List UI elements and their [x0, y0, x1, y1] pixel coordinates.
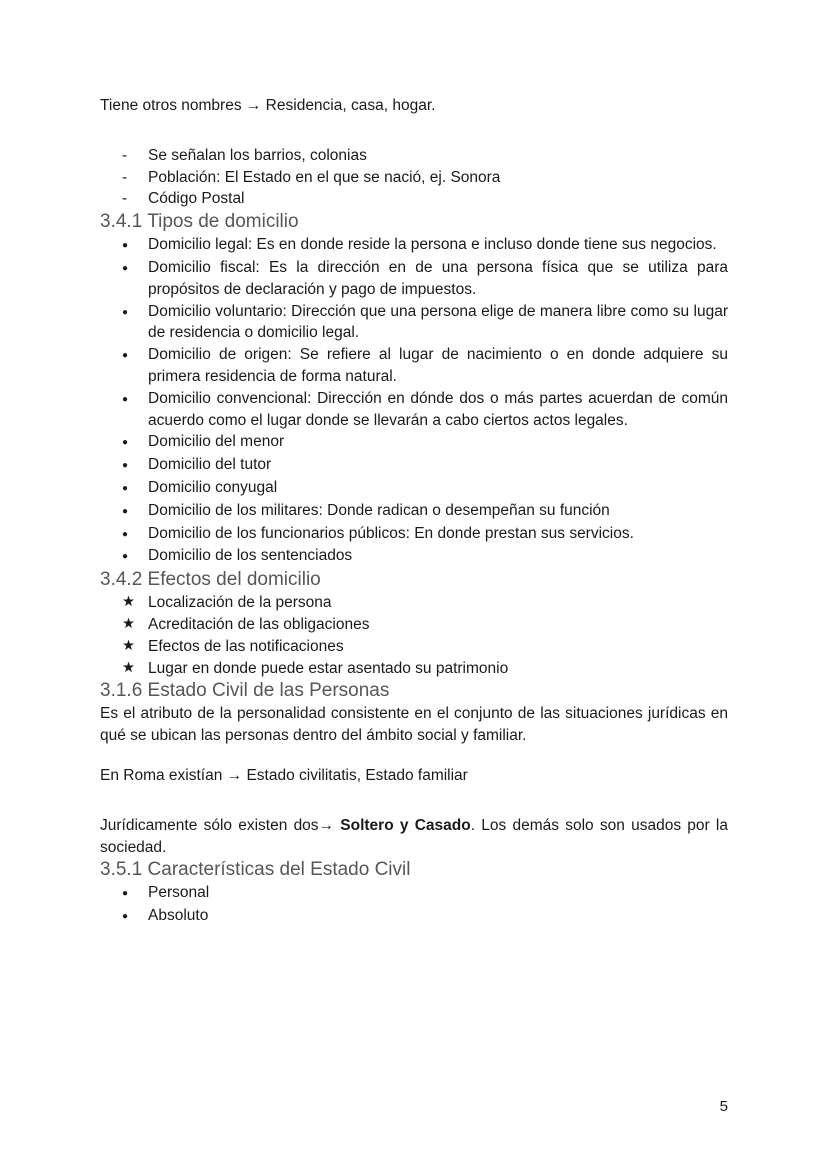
- paragraph-juridicamente: [100, 815, 728, 859]
- bullet-list-item-text: Absoluto: [148, 907, 209, 925]
- paragraph-juridicamente-prefix: Jurídicamente sólo existen dos→: [100, 816, 341, 834]
- bullet-list-item-text: Domicilio voluntario: Dirección que una persona elige de manera libre como su lugar de residencia o domicilio legal.: [148, 302, 728, 342]
- bullet-icon: ●: [122, 888, 129, 900]
- bullet-list-caracteristicas: [100, 882, 728, 928]
- bullet-icon: ●: [122, 350, 129, 362]
- page-number: 5: [719, 1098, 728, 1115]
- star-list-item: [122, 658, 728, 680]
- star-list-item: [122, 614, 728, 636]
- bullet-list-tipos-domicilio: [100, 234, 728, 568]
- paragraph-atributo-personalidad: Es el atributo de la personalidad consistente en el conjunto de las situaciones jurídicas en qué se ubican las personas dentro del ámbito social y familiar.: [100, 705, 728, 745]
- bullet-list-item: [122, 477, 728, 500]
- star-list-item-text: Efectos de las notificaciones: [148, 637, 344, 655]
- bullet-list-item-text: Personal: [148, 884, 210, 902]
- bold-soltero-casado: Soltero y Casado: [340, 816, 471, 834]
- bullet-list-item: [122, 301, 728, 345]
- dash-icon: -: [122, 168, 128, 186]
- paragraph-juridicamente-suffix: . Los demás solo son usados por la sociedad.: [100, 816, 728, 856]
- intro-paragraph: Tiene otros nombres → Residencia, casa, hogar.: [100, 97, 436, 114]
- star-list-item-text: Acreditación de las obligaciones: [148, 615, 370, 633]
- heading-tipos-de-domicilio: 3.4.1 Tipos de domicilio: [100, 211, 299, 233]
- star-icon: ★: [122, 594, 135, 611]
- star-icon: ★: [122, 659, 135, 676]
- bullet-list-item: [122, 905, 728, 928]
- bullet-list-item: [122, 234, 728, 257]
- bullet-list-item: [122, 344, 728, 388]
- bullet-list-item-text: Domicilio de origen: Se refiere al lugar de nacimiento o en donde adquiere su primera residencia de forma natural.: [148, 346, 728, 385]
- star-icon: ★: [122, 615, 135, 632]
- dash-list-item-text: Código Postal: [148, 190, 245, 208]
- bullet-list-item-text: Domicilio del menor: [148, 433, 285, 451]
- dash-list: [100, 145, 728, 210]
- star-list-item: [122, 592, 728, 614]
- star-list-efectos: [100, 592, 728, 679]
- bullet-icon: ●: [122, 460, 129, 472]
- bullet-list-item-text: Domicilio conyugal: [148, 478, 278, 496]
- heading-estado-civil-personas: 3.1.6 Estado Civil de las Personas: [100, 680, 390, 702]
- bullet-icon: ●: [122, 911, 129, 923]
- bullet-icon: ●: [122, 437, 129, 449]
- bullet-list-item-text: Domicilio convencional: Dirección en dónde dos o más partes acuerdan de común acuerdo como el lugar donde se llevarán a cabo ciertos actos legales.: [148, 389, 728, 429]
- dash-icon: -: [122, 190, 128, 208]
- bullet-list-item: [122, 545, 728, 568]
- bullet-list-item-text: Domicilio del tutor: [148, 456, 272, 474]
- bullet-list-item-text: Domicilio de los militares: Donde radican o desempeñan su función: [148, 501, 610, 519]
- bullet-list-item: [122, 523, 728, 546]
- bullet-icon: ●: [122, 505, 129, 517]
- bullet-icon: ●: [122, 393, 129, 405]
- bullet-icon: ●: [122, 482, 129, 494]
- bullet-list-item: [122, 257, 728, 301]
- bullet-list-item-text: Domicilio legal: Es en donde reside la persona e incluso donde tiene sus negocios.: [148, 236, 717, 254]
- bullet-list-item: [122, 431, 728, 454]
- bullet-icon: ●: [122, 306, 129, 318]
- bullet-list-item: [122, 388, 728, 432]
- star-list-item-text: Lugar en donde puede estar asentado su patrimonio: [148, 659, 509, 677]
- bullet-list-item: [122, 454, 728, 477]
- paragraph-roma: En Roma existían → Estado civilitatis, Estado familiar: [100, 766, 468, 784]
- dash-list-item-text: Se señalan los barrios, colonias: [148, 146, 367, 164]
- bullet-icon: ●: [122, 240, 129, 252]
- dash-list-item-text: Población: El Estado en el que se nació, ej. Sonora: [148, 168, 501, 186]
- dash-icon: -: [122, 146, 128, 164]
- heading-efectos-del-domicilio: 3.4.2 Efectos del domicilio: [100, 569, 321, 591]
- dash-list-item: [122, 167, 728, 189]
- heading-caracteristicas-estado-civil: 3.5.1 Características del Estado Civil: [100, 859, 411, 881]
- bullet-icon: ●: [122, 528, 129, 540]
- bullet-list-item: [122, 500, 728, 523]
- bullet-list-item: [122, 882, 728, 905]
- star-icon: ★: [122, 637, 135, 654]
- bullet-list-item-text: Domicilio fiscal: Es la dirección en de una persona física que se utiliza para propósitos de declaración y pago de impuestos.: [148, 258, 728, 298]
- star-list-item: [122, 636, 728, 658]
- star-list-item-text: Localización de la persona: [148, 594, 332, 612]
- dash-list-item: [122, 188, 728, 210]
- dash-list-item: [122, 145, 728, 167]
- bullet-list-item-text: Domicilio de los sentenciados: [148, 547, 353, 565]
- bullet-list-item-text: Domicilio de los funcionarios públicos: En donde prestan sus servicios.: [148, 524, 634, 542]
- bullet-icon: ●: [122, 551, 129, 563]
- bullet-icon: ●: [122, 262, 129, 274]
